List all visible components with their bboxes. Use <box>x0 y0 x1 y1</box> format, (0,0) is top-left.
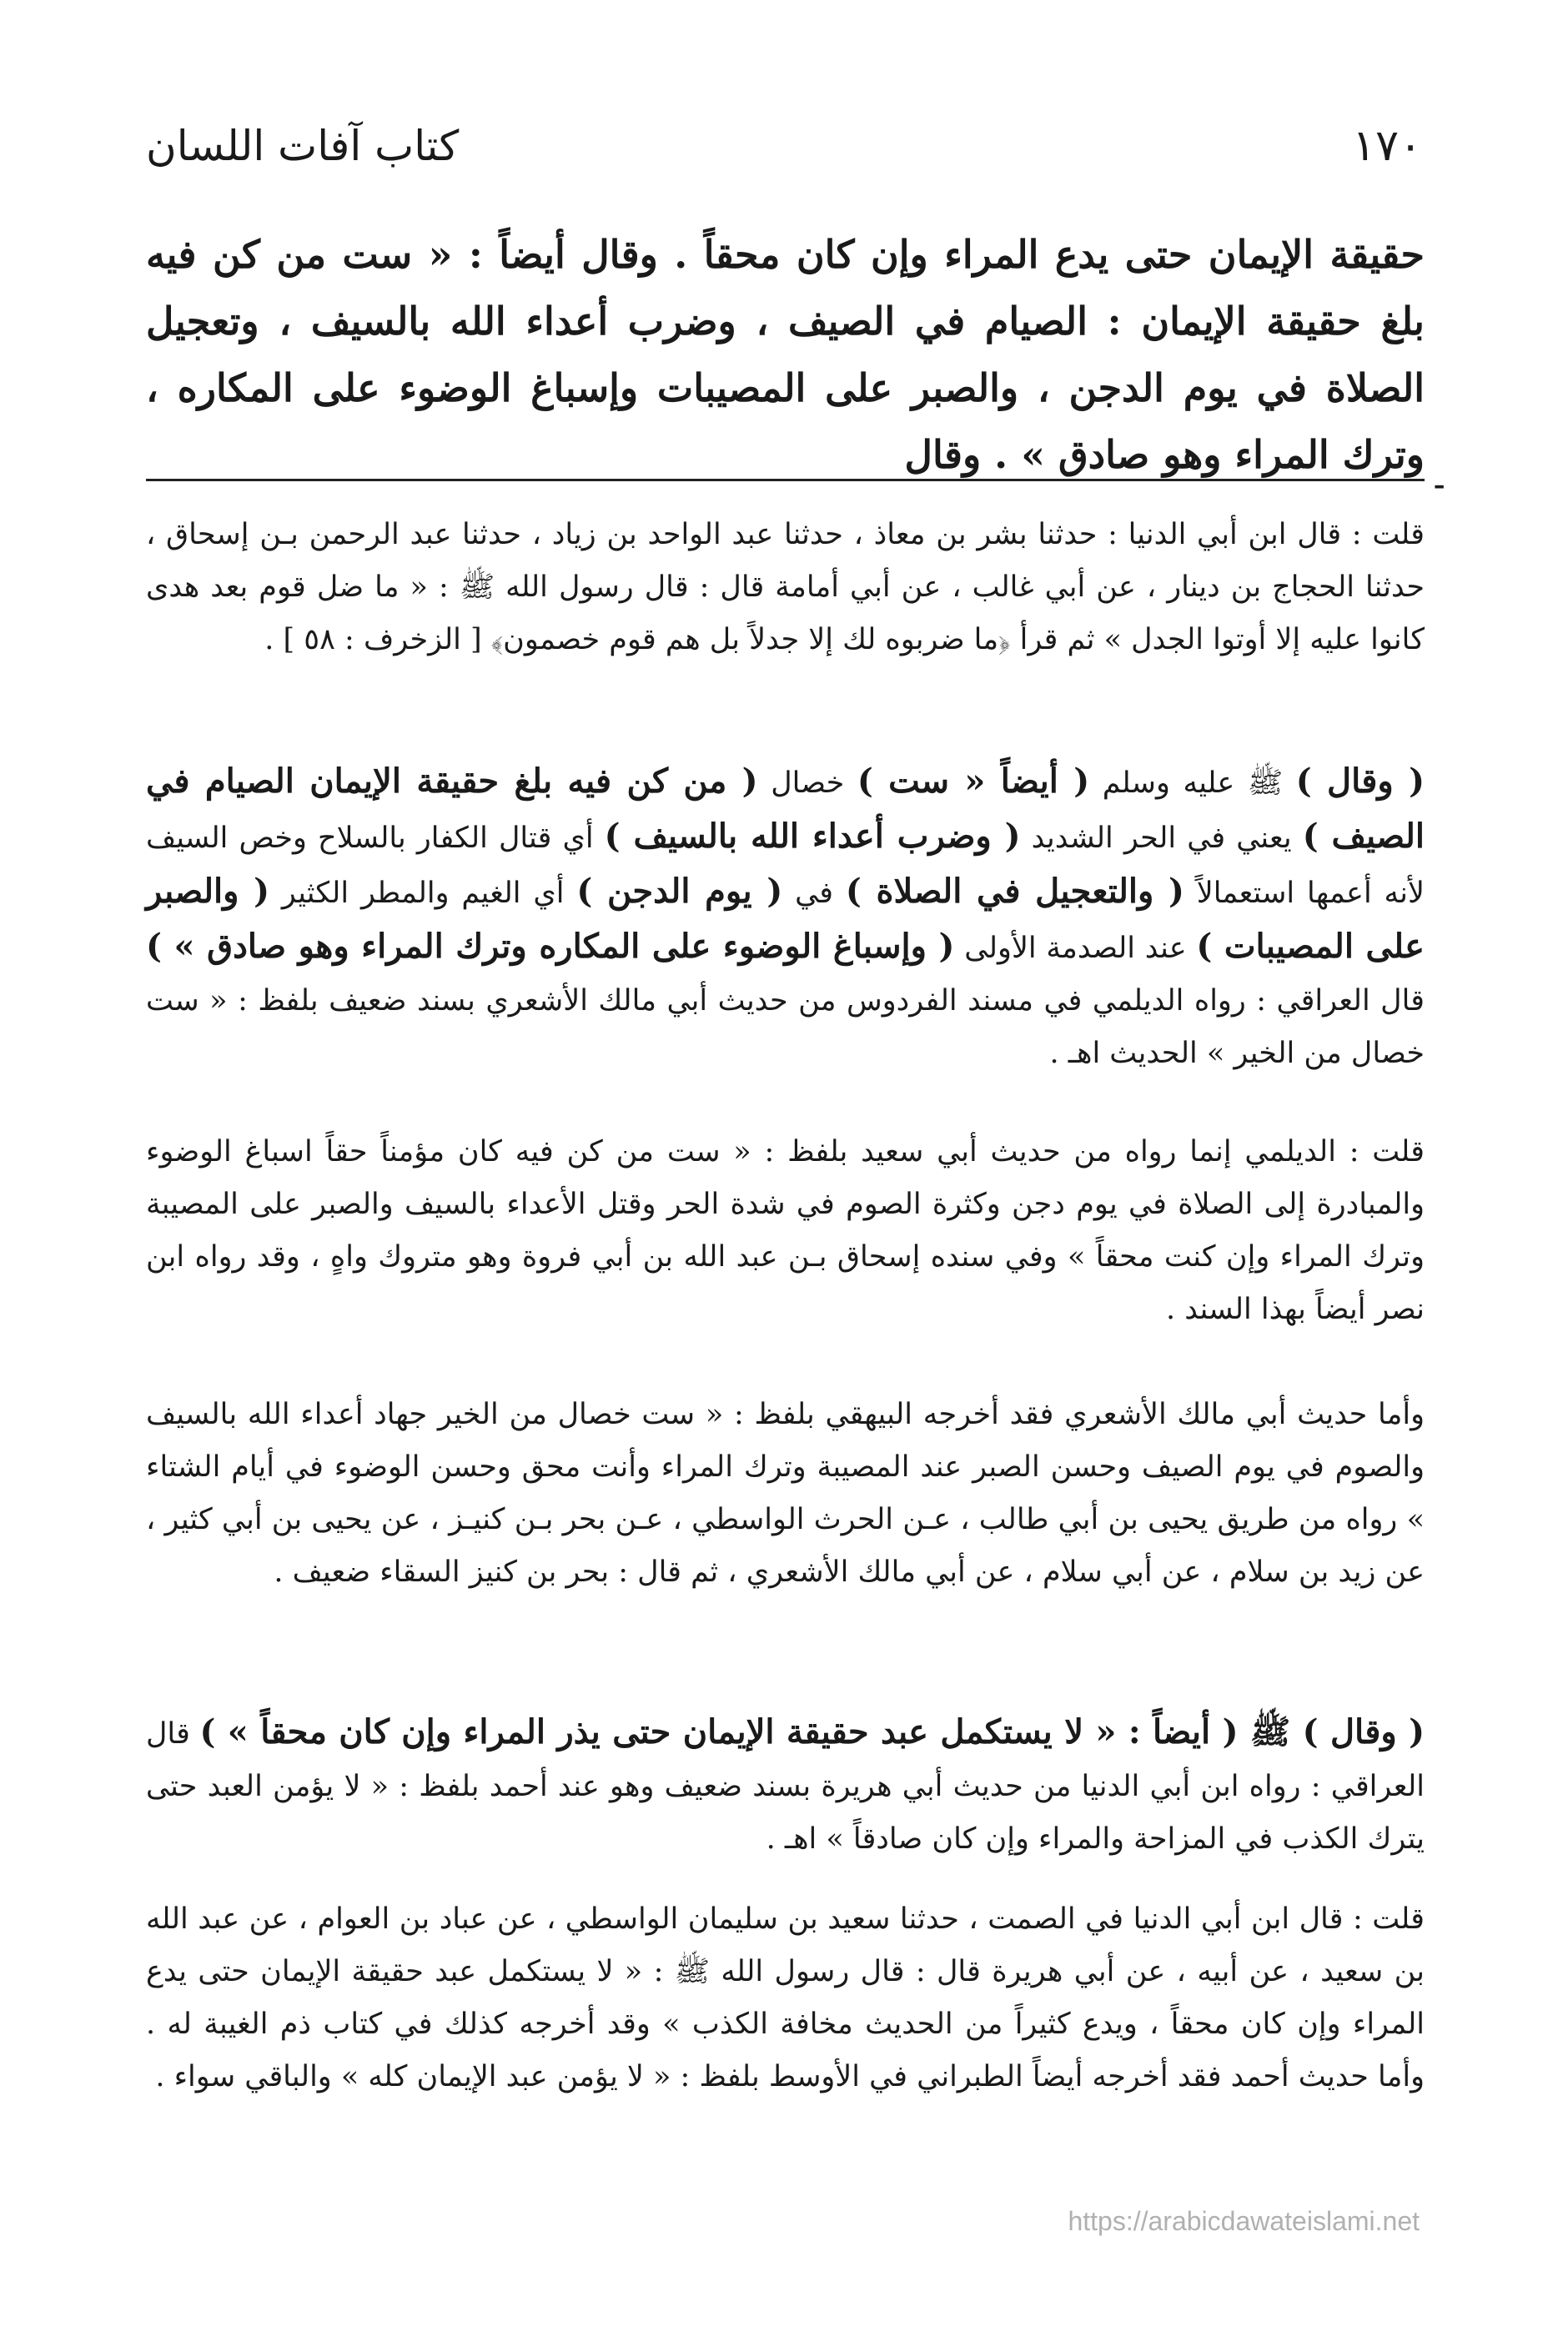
divider-marker: ـ <box>1435 465 1443 495</box>
commentary-paragraph-2 <box>146 755 1425 1080</box>
commentary-paragraph-5 <box>146 1706 1425 1866</box>
commentary-note-3 <box>146 1126 1425 1336</box>
gloss-text: قال العراقي : رواه ابن أبي الدنيا من حديث أبي هريرة بسند ضعيف وهو عند أحمد بلفظ : « لا يؤمن العبد حتى يترك الكذب في المزاحة والمراء وإن كان صادقاً » اهـ . <box>146 1717 1425 1856</box>
note-paragraph: قلت : الديلمي إنما رواه من حديث أبي سعيد بلفظ : « ست من كن فيه كان مؤمناً حقاً اسباغ الوضوء والمبادرة إلى الصلاة في يوم دجن وكثرة الصوم في شدة الحر وقتل الأعداء بالسيف والصبر على المصيبة وترك المراء وإن كنت محقاً » وفي سنده إسحاق بـن عبد الله بن أبي فروة وهو متروك واهٍ ، وقد رواه ابن نصر أيضاً بهذا السند . <box>146 1135 1425 1326</box>
quoted-phrase: ( والتعجيل في الصلاة ) <box>845 872 1184 911</box>
gloss-text: قال العراقي : رواه الديلمي في مسند الفردوس من حديث أبي مالك الأشعري بسند ضعيف بلفظ : « ست خصال من الخير » الحديث اهـ . <box>146 984 1425 1070</box>
gloss-text: خصال <box>757 766 857 800</box>
gloss-text: أي الغيم والمطر الكثير <box>269 877 577 910</box>
quoted-phrase: ( وقال ) ﷺ ( أيضاً : « لا يستكمل عبد حقيقة الإيمان حتى يذر المراء وإن كان محقاً » ) <box>199 1712 1425 1752</box>
commentary-note-4 <box>146 1389 1425 1599</box>
quoted-phrase: ( أيضاً « ست ) <box>857 761 1090 801</box>
watermark-url: https://arabicdawateislami.net <box>1068 2206 1420 2236</box>
quoted-phrase: ( والصبر على المصيبات ) <box>146 872 1425 966</box>
explanation-paragraph <box>146 755 1425 1080</box>
book-title: كتاب آفات اللسان <box>146 122 460 170</box>
gloss-text: عند الصدمة الأولى <box>954 932 1197 965</box>
section-divider <box>146 479 1425 481</box>
quoted-phrase: ( وإسباغ الوضوء على المكاره وترك المراء وهو صادق » ) <box>146 927 955 966</box>
commentary-note-1 <box>146 509 1425 666</box>
commentary-note-6 <box>146 1893 1425 2103</box>
gloss-text: ﷺ عليه وسلم <box>1089 766 1296 800</box>
quoted-phrase: ( يوم الدجن ) <box>576 872 783 911</box>
note-paragraph: قلت : قال ابن أبي الدنيا : حدثنا بشر بن معاذ ، حدثنا عبد الواحد بن زياد ، حدثنا عبد الرحمن بـن إسحاق ، حدثنا الحجاج بن دينار ، عن أبي غالب ، عن أبي أمامة قال : قال رسول الله ﷺ : « ما ضل قوم بعد هدى كانوا عليه إلا أوتوا الجدل » ثم قرأ ﴿ما ضربوه لك إلا جدلاً بل هم قوم خصمون﴾ [ الزخرف : ٥٨ ] . <box>146 518 1425 656</box>
note-paragraph: قلت : قال ابن أبي الدنيا في الصمت ، حدثنا سعيد بن سليمان الواسطي ، عن عباد بن العوام ، عن عبد الله بن سعيد ، عن أبيه ، عن أبي هريرة قال : قال رسول الله ﷺ : « لا يستكمل عبد حقيقة الإيمان حتى يدع المراء وإن كان محقاً ، ويدع كثيراً من الحديث مخافة الكذب » وقد أخرجه كذلك في كتاب ذم الغيبة له . وأما حديث أحمد فقد أخرجه أيضاً الطبراني في الأوسط بلفظ : « لا يؤمن عبد الإيمان كله » والباقي سواء . <box>146 1902 1425 2093</box>
note-paragraph: وأما حديث أبي مالك الأشعري فقد أخرجه البيهقي بلفظ : « ست خصال من الخير جهاد أعداء الله بالسيف والصوم في يوم الصيف وحسن الصبر عند المصيبة وترك المراء وأنت محق وحسن الوضوء في أيام الشتاء » رواه من طريق يحيى بن أبي طالب ، عـن الحرث الواسطي ، عـن بحر بـن كنيـز ، عن يحيى بن أبي كثير ، عن زيد بن سلام ، عن أبي سلام ، عن أبي مالك الأشعري ، ثم قال : بحر بن كنيز السقاء ضعيف . <box>146 1398 1425 1589</box>
gloss-text: يعني في الحر الشديد <box>1020 822 1303 855</box>
explanation-paragraph <box>146 1706 1425 1866</box>
quoted-phrase: ( وقال ) <box>1295 761 1425 801</box>
main-text <box>146 221 1425 488</box>
main-paragraph: حقيقة الإيمان حتى يدع المراء وإن كان محقاً . وقال أيضاً : « ست من كن فيه بلغ حقيقة الإيمان : الصيام في الصيف ، وضرب أعداء الله بالسيف ، وتعجيل الصلاة في يوم الدجن ، والصبر على المصيبات وإسباغ الوضوء على المكاره ، وترك المراء وهو صادق » . وقال <box>146 232 1425 477</box>
gloss-text: في <box>782 877 846 910</box>
quoted-phrase: ( وضرب أعداء الله بالسيف ) <box>604 817 1021 856</box>
gloss-text: أي قتال الكفار بالسلاح وخص السيف لأنه أعمها استعمالاً <box>146 822 1425 910</box>
quoted-phrase: ( من كن فيه بلغ حقيقة الإيمان الصيام في الصيف ) <box>146 761 1425 856</box>
page-number: ١٧٠ <box>1352 121 1422 171</box>
page-header <box>146 113 1422 179</box>
